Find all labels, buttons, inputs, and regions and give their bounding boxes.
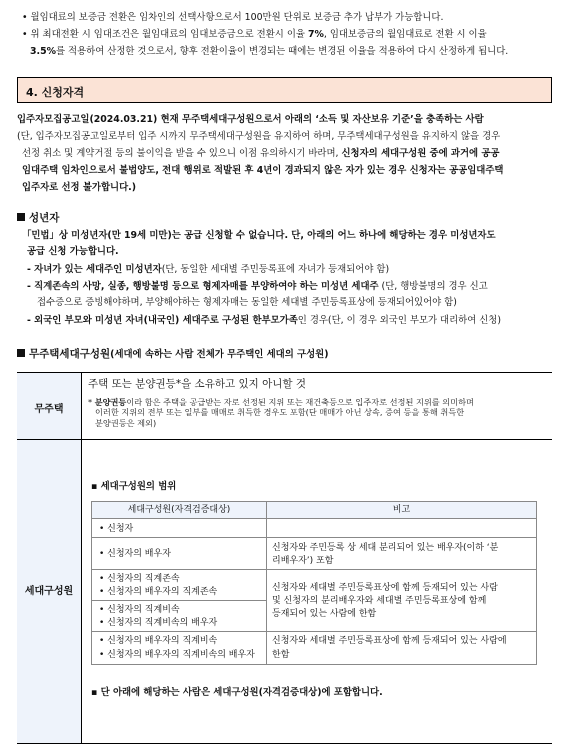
col-header-member: 세대구성원(자격검증대상) — [91, 501, 267, 519]
homeless-note-3: 분양권등은 제외) — [95, 418, 157, 428]
eligibility-line-4: 입주자로 선정 불가합니다.) — [22, 182, 136, 193]
table-row: • 신청자의 배우자 — [91, 537, 267, 570]
table-row: • 신청자의 직계비속 • 신청자의 직계비속의 배우자 — [91, 600, 267, 632]
square-bullet-icon — [17, 213, 25, 221]
eligibility-line-1: (단, 입주자모집공고일로부터 입주 시까지 무주택세대구성원을 유지하여 하며, 무주택세대구성원을 유지하지 않을 경우 — [17, 131, 501, 142]
minor-item-2-cont: 접수증으로 증빙해야하며, 부양해야하는 형제자매는 동일한 세대별 주민등록표상에 등재되어있어야 함) — [37, 297, 457, 308]
section-title: 4. 신청자격 — [26, 86, 85, 99]
household-heading: 무주택세대구성원(세대에 속하는 사람 전체가 무주택인 세대의 구성원) — [17, 348, 329, 361]
square-bullet-icon — [17, 349, 25, 357]
table-row: • 신청자의 직계존속 • 신청자의 배우자의 직계존속 — [91, 569, 267, 601]
eligibility-line-2: 선정 취소 및 계약거절 등의 불이익을 받을 수 있으니 이점 유의하시기 바라며, 신청자의 세대구성원 중에 과거에 공공 — [22, 148, 500, 159]
section-header — [17, 77, 552, 103]
minor-item-3: - 외국인 부모와 미성년 자녀(내국인) 세대주로 구성된 한부모가족인 경우(단, 이 경우 외국인 부모가 대리하여 신청) — [27, 315, 502, 326]
note-conversion-rate-cont: 3.5%를 적용하여 산정한 것으로서, 향후 전환이율이 변경되는 때에는 변경된 이율을 적용하여 다시 산정하게 됩니다. — [30, 46, 509, 57]
note-conversion-rate: • 위 최대전환 시 임대조건은 월임대료의 임대보증금으로 전환시 이율 7%, 임대보증금의 월임대료로 전환 시 이율 — [22, 29, 487, 40]
table-row: 신청자와 주민등록 상 세대 분리되어 있는 배우자(이하 ‘분 리배우자’) 포함 — [266, 537, 537, 570]
minor-line-1: 「민법」상 미성년자(만 19세 미만)는 공급 신청할 수 없습니다. 단, 아래의 어느 하나에 해당하는 경우 미성년자도 — [22, 230, 496, 241]
note-deposit-conversion: • 월임대료의 보증금 전환은 임차인의 선택사항으로서 100만원 단위로 보증금 추가 납부가 가능합니다. — [22, 12, 444, 23]
minor-item-2: - 직계존속의 사망, 실종, 행방불명 등으로 형제자매를 부양하여야 하는 미성년 세대주 (단, 행방불명의 경우 신고 — [27, 281, 488, 292]
eligibility-line-3: 임대주택 임차인으로서 불법양도, 전대 행위로 적발된 후 4년이 경과되지 않은 자가 있는 경우 신청자는 공공임대주택 — [22, 165, 504, 176]
household-range-heading: ▪ 세대구성원의 범위 — [91, 481, 177, 492]
row-label-homeless: 무주택 — [17, 373, 82, 439]
eligibility-main: 입주자모집공고일(2024.03.21) 현재 무주택세대구성원으로서 아래의 ‘소득 및 자산보유 기준’을 충족하는 사람 — [17, 114, 484, 125]
homeless-note-1: * 분양권등이라 함은 주택을 공급받는 자로 선정된 지위 또는 재건축등으로 입주자로 선정된 지위를 의미하며 — [88, 397, 474, 407]
table-row: 신청자와 세대별 주민등록표상에 함께 등재되어 있는 사람에 한함 — [266, 631, 537, 665]
homeless-rule: 주택 또는 분양권등*을 소유하고 있지 아니할 것 — [88, 378, 306, 390]
minor-line-2: 공급 신청 가능합니다. — [27, 246, 119, 257]
col-header-remark: 비고 — [266, 501, 537, 519]
homeless-note-2: 이러한 지위의 전부 또는 일부를 매매로 취득한 경우도 포함(단 매매가 아닌 상속, 증여 등을 통해 취득한 — [95, 407, 465, 417]
row-label-household: 세대구성원 — [17, 440, 82, 743]
household-footer-note: ▪ 단 아래에 해당하는 사람은 세대구성원(자격검증대상)에 포함합니다. — [91, 687, 383, 698]
table-row: 신청자와 세대별 주민등록표상에 함께 등재되어 있는 사람 및 신청자의 분리배우자와 세대별 주민등록표상에 함께 등재되어 있는 사람에 한함 — [266, 569, 537, 632]
table-row: • 신청자 — [91, 518, 267, 538]
row-divider — [17, 439, 552, 440]
minor-item-1: - 자녀가 있는 세대주인 미성년자(단, 동일한 세대별 주민등록표에 자녀가 등재되어야 함) — [27, 264, 390, 275]
table-row: • 신청자의 배우자의 직계비속 • 신청자의 배우자의 직계비속의 배우자 — [91, 631, 267, 665]
minor-heading: 성년자 — [17, 212, 59, 224]
table-row — [266, 518, 537, 538]
